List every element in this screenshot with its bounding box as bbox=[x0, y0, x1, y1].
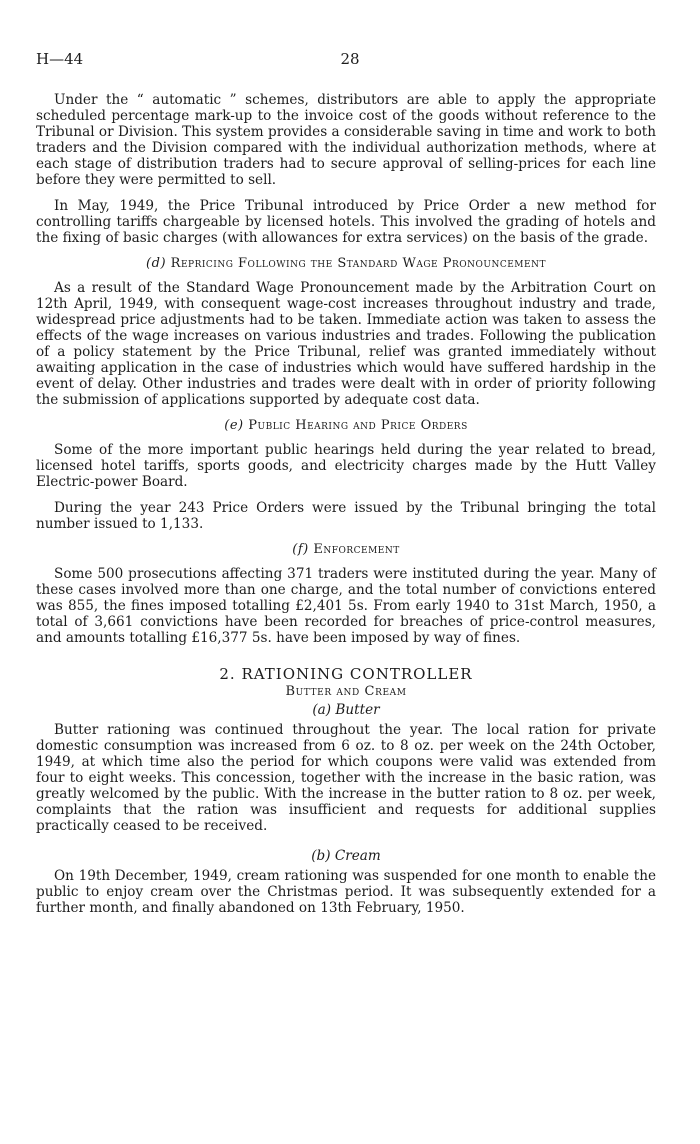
document-body bbox=[36, 92, 656, 926]
section-f-label: (f) bbox=[292, 542, 309, 557]
section-f-title: Enforcement bbox=[313, 542, 400, 557]
section-2-title: 2. RATIONING CONTROLLER bbox=[219, 665, 473, 683]
paragraph-automatic-schemes: Under the “ automatic ” schemes, distributors are able to apply the appropriate scheduled percentage mark-up to the invoice cost of the goods without reference to the Tribunal or Division. This system provides a considerable saving in time and work to both traders and the Division compared with the individual authorization methods, where at each stage of distribution traders had to secure approval of selling-prices for each line before they were permitted to sell. bbox=[36, 92, 656, 188]
section-d-title: Repricing Following the Standard Wage Pronouncement bbox=[170, 256, 546, 271]
cream-heading bbox=[36, 848, 656, 864]
paragraph-repricing: As a result of the Standard Wage Pronouncement made by the Arbitration Court on 12th April, 1949, with consequent wage-cost increases throughout industry and trade, widespread price adjustments had to be taken. Immediate action was taken to assess the effects of the wage increases on various industries and trades. Following the publication of a policy statement by the Price Tribunal, relief was granted immediately without awaiting application in the case of industries which would have suffered hardship in the event of delay. Other industries and trades were dealt with in order of priority following the submission of applications supported by adequate cost data. bbox=[36, 280, 656, 408]
butter-heading bbox=[36, 702, 656, 718]
cream-title: Cream bbox=[334, 848, 381, 864]
section-d-heading bbox=[36, 256, 656, 272]
section-f-heading bbox=[36, 542, 656, 558]
section-e-title: Public Hearing and Price Orders bbox=[248, 418, 468, 433]
butter-label: (a) bbox=[312, 702, 332, 718]
paragraph-hotel-tariffs: In May, 1949, the Price Tribunal introduced by Price Order a new method for controlling tariffs chargeable by licensed hotels. This involved the grading of hotels and the fixing of basic charges (with allowances for extra services) on the basis of the grade. bbox=[36, 198, 656, 246]
paragraph-public-hearings: Some of the more important public hearings held during the year related to bread, licensed hotel tariffs, sports goods, and electricity charges made by the Hutt Valley Electric-power Board. bbox=[36, 442, 656, 490]
section-e-label: (e) bbox=[224, 418, 244, 433]
paragraph-enforcement: Some 500 prosecutions affecting 371 traders were instituted during the year. Many of these cases involved more than one charge, and the total number of convictions entered was 855, the fines imposed totalling £2,401 5s. From early 1940 to 31st March, 1950, a total of 3,661 convictions have been recorded for breaches of price-control measures, and amounts totalling £16,377 5s. have been imposed by way of fines. bbox=[36, 566, 656, 646]
paragraph-cream: On 19th December, 1949, cream rationing was suspended for one month to enable the public to enjoy cream over the Christmas period. It was subsequently extended for a further month, and finally abandoned on 13th February, 1950. bbox=[36, 868, 656, 916]
cream-label: (b) bbox=[311, 848, 331, 864]
butter-title: Butter bbox=[335, 702, 380, 718]
section-2-subtitle: Butter and Cream bbox=[285, 684, 407, 699]
section-d-label: (d) bbox=[146, 256, 167, 271]
section-e-heading bbox=[36, 418, 656, 434]
page-code: H—44 bbox=[36, 50, 84, 68]
paragraph-price-orders: During the year 243 Price Orders were issued by the Tribunal bringing the total number issued to 1,133. bbox=[36, 500, 656, 532]
paragraph-butter: Butter rationing was continued throughout the year. The local ration for private domestic consumption was increased from 6 oz. to 8 oz. per week on the 24th October, 1949, at which time also the period for which coupons were valid was extended from four to eight weeks. This concession, together with the increase in the basic ration, was greatly welcomed by the public. With the increase in the butter ration to 8 oz. per week, complaints that the ration was insufficient and requests for additional supplies practically ceased to be received. bbox=[36, 722, 656, 834]
page-number: 28 bbox=[340, 50, 360, 68]
running-head bbox=[36, 50, 664, 74]
